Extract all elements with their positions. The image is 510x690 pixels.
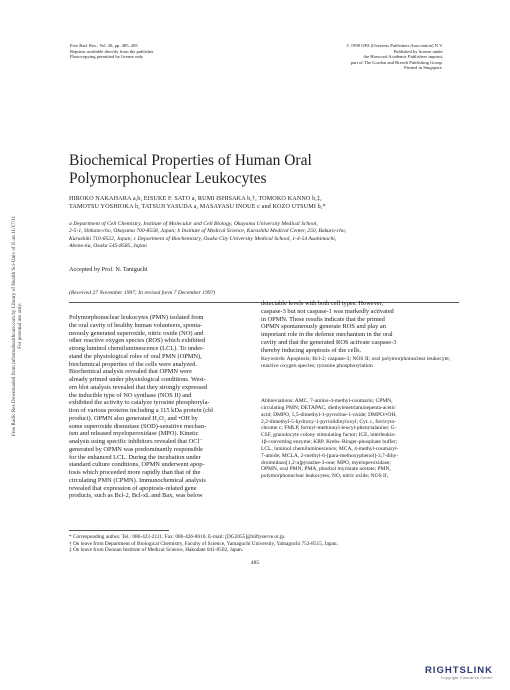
abstract-line: the inducible type of NO synthase (NOS II) and [69,391,192,399]
abstract-line: caspase-3 but not caspase-1 was markedly activated [261,307,394,315]
abstract-line: products, such as Bcl-2, Bcl-xL and Bax, was below [69,492,203,500]
abstract-line: revealed that expression of apoptosis-related gene [69,484,197,492]
corresponding-author-footnote: * Corresponding author. Tel.: 086-422-2111. Fax: 086-426-8616. E-mail: [DG2055]@niftyserve.or.jp. [69,534,286,540]
abbreviation-line: acid; DMPO, 5,5-dimethyl-1-pyrroline-1-oxide; DMPO/•OH, [261,411,397,418]
affiliation-line: Kurashiki 710-8522, Japan; c Department of Biochemistry, Osaka City University Medical School, 1-4-54 Asahimachi, [69,235,337,242]
abbreviation-line: OPMN, oral PMN; PMA, phorbol myristate acetate; PMN, [261,466,391,473]
abstract-line: cavity and that the generated ROS activate caspase-3 [261,338,397,346]
imprint-line: the Harwood Academic Publishers imprint, [363,54,443,60]
abbreviation-line: 7-amide; MCLA, 2-methyl-6-[para-methoxyphenol]-3,7-dihy- [261,452,399,459]
abstract-line: for the enhanced LCL. During the incubation under [69,453,201,461]
abstract-line: product). OPMN also generated H₂O₂ and •OH by [69,414,198,422]
abstract-line: Polymorphonuclear leukocytes (PMN) isolated from [69,314,204,321]
abstract-line: OPMN spontaneously generate ROS and play an [261,323,386,331]
abstract-line: ern blot analysis revealed that they strongly expressed [69,383,208,391]
abstract-line: already primed under physiological conditions. West- [69,376,206,383]
received-dates: (Received 27 November 1997; In revised form 7 December 1997) [69,290,216,296]
publisher-group-line: part of The Gordon and Breach Publishing Group. [350,59,443,65]
abbreviations [261,398,457,480]
photocopy-note: Photocopying permitted by license only [70,54,144,60]
abstract-line: biochemical properties of the cells were analyzed. [69,360,197,368]
journal-header [70,43,240,60]
abstract-line: stand the physiological roles of oral PMN (OPMN), [69,352,202,360]
abbreviation-line: polymorphonuclear leukocytes; NO, nitric oxide; NOS II, [261,473,389,480]
abstract-line: analysis using specific inhibitors revealed that OCl⁻ [69,438,203,445]
keywords: Keywords: Apoptosis; Bcl-2; caspase-3; NOS II; oral polymorphonuclear leukocyte; reactive oxygen species; tyrosine phosphorylation [261,356,451,369]
printed-line: Printed in Singapore. [404,65,443,71]
abstract-line: other reactive oxygen species (ROS) which exhibited [69,337,206,345]
abstract-left-column [69,314,269,500]
abstract-line: tion of various proteins including a 115 kDa protein (cbl [69,407,214,414]
abstract-line: thereby inducing apoptosis of the cells. [261,346,362,354]
abbreviation-line: chrome c; FMLP, formyl-methionyl-leucyl-phenylalanine; G- [261,425,397,432]
abbreviation-line: circulating PMN; DETAPAC, diethylenetriaminepenta-acetic [261,404,396,411]
rightslink-logo[interactable] [425,665,493,680]
affiliations [69,221,449,250]
abbreviation-line: droimidazo[1,2-a]pyrazine-3-one; MPO, myeloperoxidase; [261,459,391,466]
abstract-line: strong luminol chemiluminescence (LCL). To under- [69,345,205,352]
leave-footnote: ‡ On leave from Doonan Institute of Medical Science, Hakodate 041-8502, Japan. [69,547,244,554]
abstract-line: tosis which proceeded more rapidly than that of the [69,469,201,476]
journal-citation: Free Rad. Res., Vol. 28, pp. 485–495 [70,43,138,48]
copyright-header [243,43,443,71]
copyright-line: © 1998 OPA (Overseas Publishers Association) N.V. [346,43,443,48]
abbreviation-line: CSF, granulocyte colony stimulating factor; ICE, interleukin- [261,432,396,439]
affiliation-line: Abeno-ku, Osaka 545-8585, Japan [69,242,147,249]
title-line-1: Biochemical Properties of Human Oral [69,152,312,169]
download-watermark-line: Free Radic Res Downloaded from informahealthcare.com by Library of Health Sci-Univ of Il on 11/17/11 [11,215,17,437]
authors-line-1: HIROKO NAKAHARA a,b, EISUKE F. SATO a, RUMI ISHISAKA b,†, TOMOKO KANNO b,‡, [69,195,322,202]
abstract-line: the oral cavity of healthy human volunteers, sponta- [69,321,203,329]
abstract-line: detectable levels with both cell types. However, [261,300,384,307]
abstract-right-column [261,300,457,354]
authors-line-2: TAMOTSU YOSHIOKA b, TATSUJI YASUDA a, MASAYASU INOUE c and KOZO UTSUMI b,* [69,203,326,210]
footnotes [69,534,459,554]
abstract-line: circulating PMN (CPMN). Immunochemical analysis [69,476,206,484]
affiliation-line: a Department of Cell Chemistry, Institute of Molecular and Cell Biology, Okayama University Medical School, [69,221,318,227]
abbreviation-line: 2,2-dimethyl-5-hydroxy-1-pyrrolidinyloxyl; Cyt. c, ferricyto- [261,418,397,425]
abstract-line: generated by OPMN was predominantly responsible [69,445,203,453]
personal-use-line: For personal use only. [17,303,23,349]
leave-footnote: † On leave from Department of Biological Chemistry, Faculty of Science, Yamaguchi University, Yamaguchi 753-8515, Japan. [69,540,338,547]
abstract-line: important role in the defense mechanism in the oral [261,331,393,338]
accepted-by: Accepted by Prof. N. Taniguchi [69,266,148,273]
page-number: 485 [250,560,260,566]
rightslink-logo-subtitle: Copyright Clearance Center [440,676,493,680]
reprint-note: Reprints available directly from the publisher [70,48,154,54]
rightslink-logo-text: RIGHTSLINK [424,665,493,676]
abstract-line: some superoxide dismutase (SOD)-sensitive mechan- [69,422,207,430]
title-line-2: Polymorphonuclear Leukocytes [69,169,267,187]
abstract-line: ism and released myeloperoxidase (MPO). Kinetic [69,430,199,438]
abbreviation-line: 1β-converting enzyme; KRP, Krebs–Ringer-phosphate buffer; [261,439,398,446]
paper-title [69,152,449,187]
abbreviation-line: LCL, luminol chemiluminescence; MCA, 4-methyl-coumaryl- [261,445,399,452]
author-list [69,195,449,211]
abstract-line: exhibited the activity to catalyze tyrosine phosphoryla- [69,399,210,407]
abstract-line: neously generated superoxide, nitric oxide (NO) and [69,329,204,337]
abstract-line: standard culture conditions, OPMN underwent apop- [69,461,205,469]
download-watermark [11,161,23,491]
abstract-line: in OPMN. These results indicate that the primed [261,315,385,323]
abbreviation-line: Abbreviations: AMC, 7-amino-4-methyl-coumarin; CPMN, [261,398,393,404]
license-line: Published by license under [393,48,443,54]
affiliation-line: 2-5-1, Shikata-cho, Okayama 700-8558, Japan; b Institute of Medical Science, Kurashiki Medical Center, 250, Bakuro-cho, [69,228,347,235]
footnote-divider [69,530,169,531]
abstract-line: Biochemical analysis revealed that OPMN were [69,368,192,376]
